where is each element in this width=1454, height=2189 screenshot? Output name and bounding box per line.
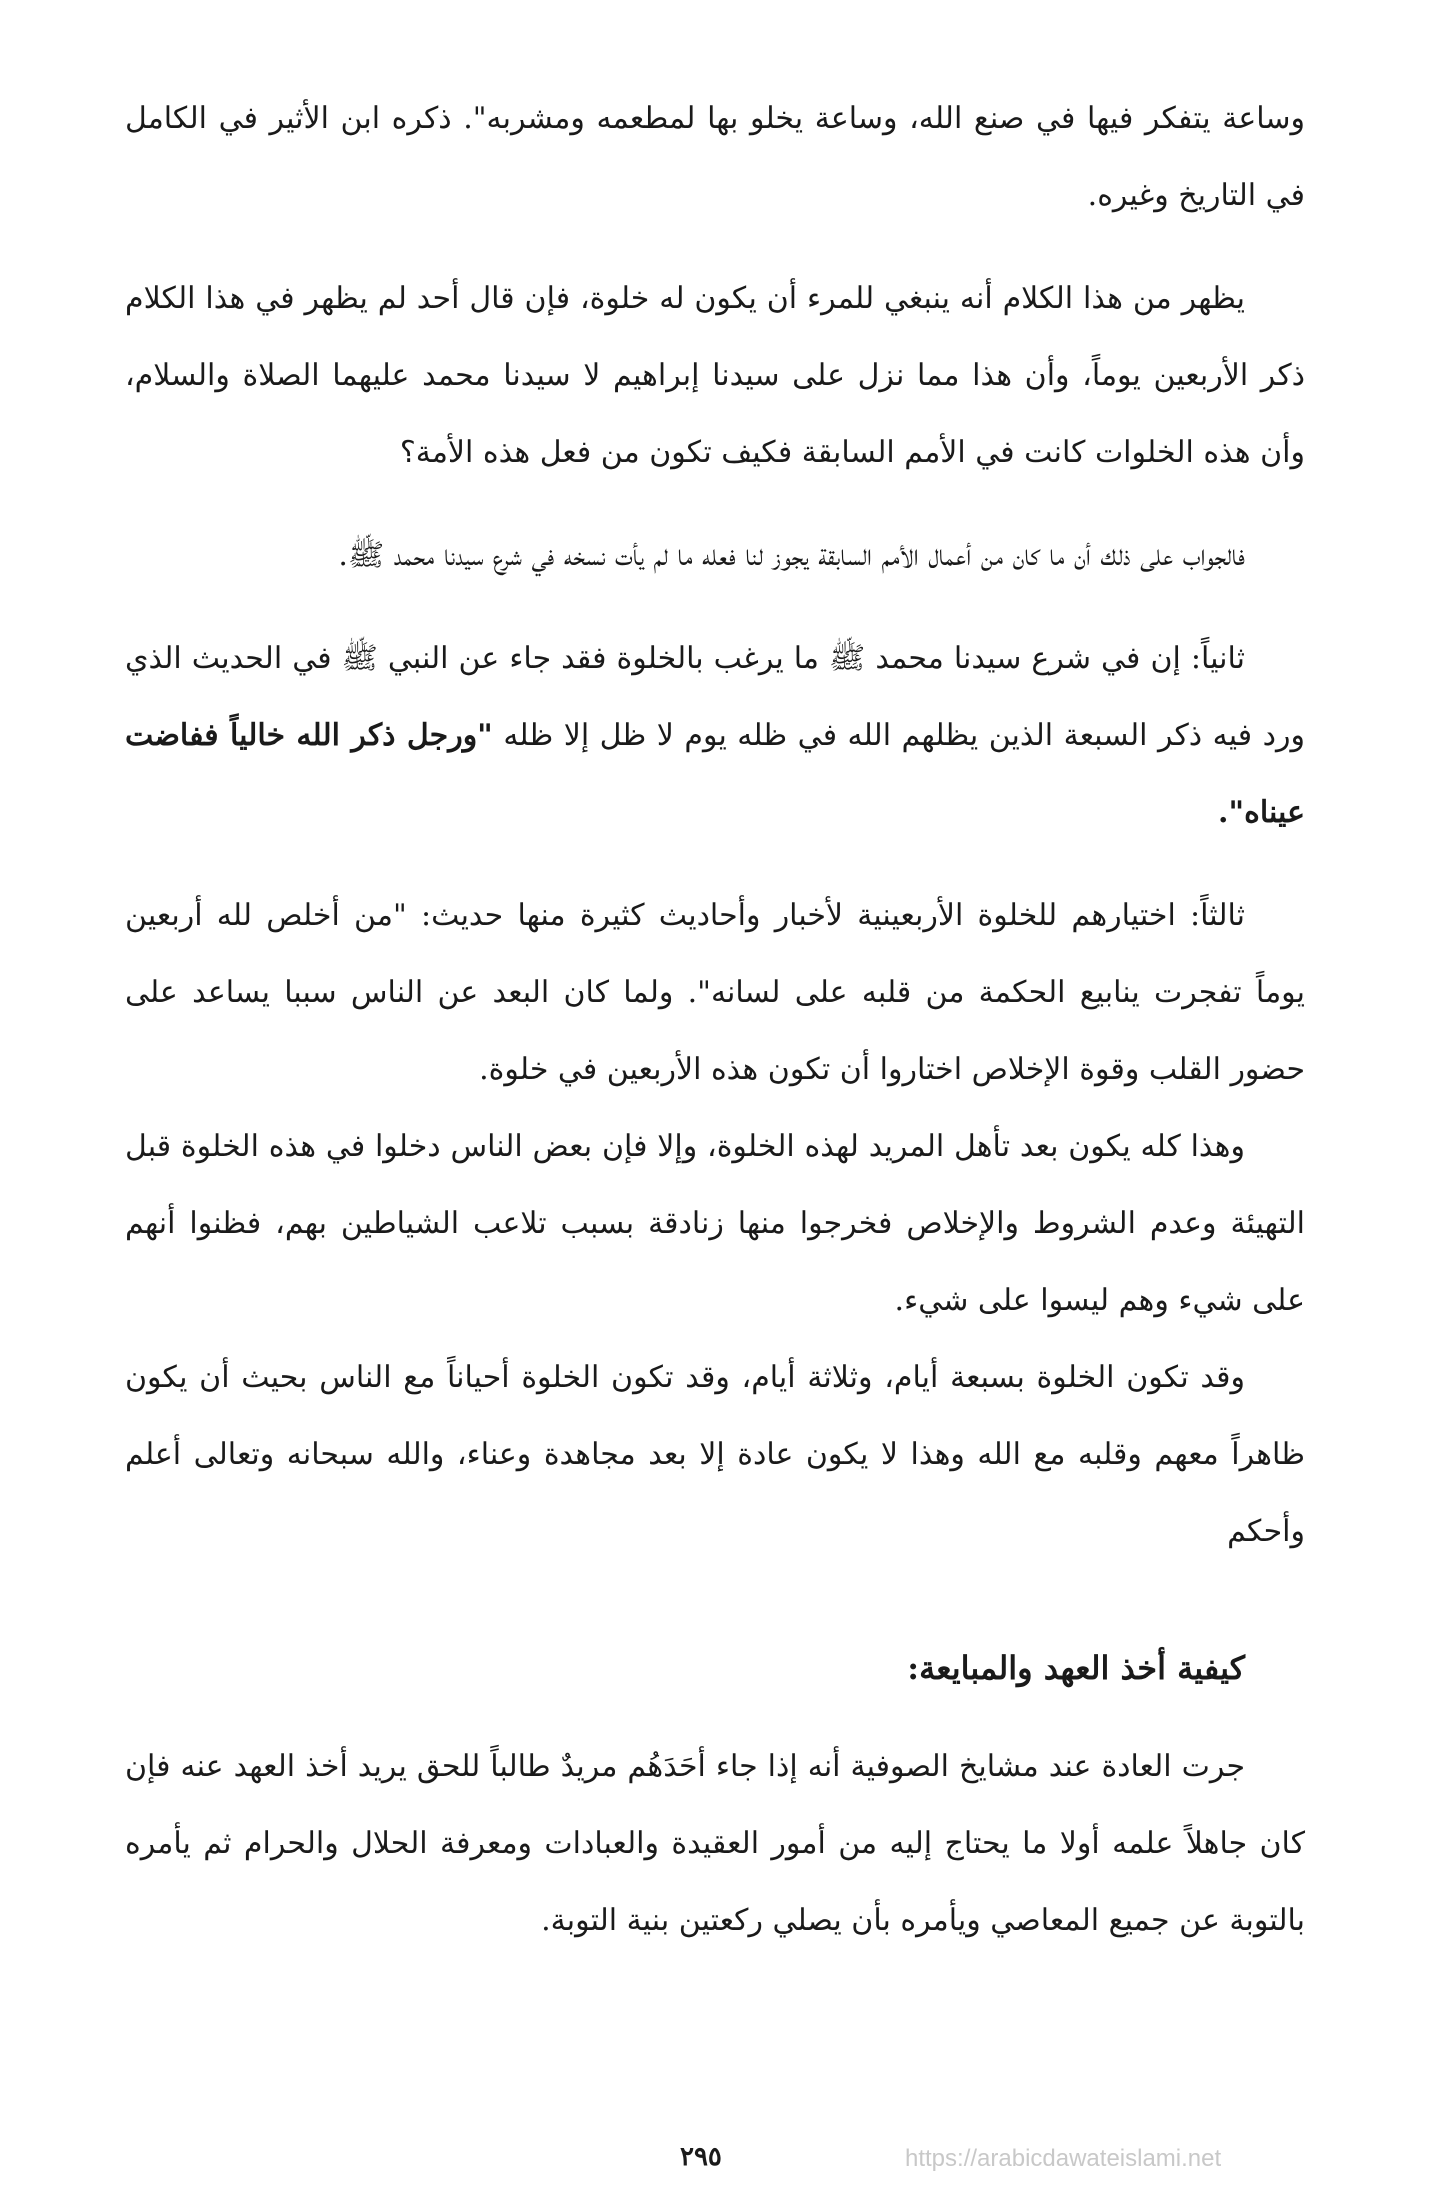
paragraph-3: فالجواب على ذلك أن ما كان من أعمال الأمم السابقة يجوز لنا فعله ما لم يأت نسخه في شرع سيدنا محمد ﷺ. [338,538,1245,573]
paragraph-6: وهذا كله يكون بعد تأهل المريد لهذه الخلوة، وإلا فإن بعض الناس دخلوا في هذه الخلوة قبل التهيئة وعدم الشروط والإخلاص فخرجوا منها زنادقة بسبب تلاعب الشياطين بهم، فظنوا أنهم على شيء وهم ليسوا على شيء. [125,1129,1305,1318]
paragraph-2: يظهر من هذا الكلام أنه ينبغي للمرء أن يكون له خلوة، فإن قال أحد لم يظهر في هذا الكلام ذكر الأربعين يوماً، وأن هذا مما نزل على سيدنا إبراهيم لا سيدنا محمد عليهما الصلاة والسلام، وأن هذه الخلوات كانت في الأمم السابقة فكيف تكون من فعل هذه الأمة؟ [125,281,1305,470]
paragraph-7: وقد تكون الخلوة بسبعة أيام، وثلاثة أيام، وقد تكون الخلوة أحياناً مع الناس بحيث أن يكون ظاهراً معهم وقلبه مع الله وهذا لا يكون عادة إلا بعد مجاهدة وعناء، والله سبحانه وتعالى أعلم وأحكم [125,1360,1305,1549]
paragraph-1: وساعة يتفكر فيها في صنع الله، وساعة يخلو بها لمطعمه ومشربه". ذكره ابن الأثير في الكامل في التاريخ وغيره. [125,101,1305,213]
paragraph-5: ثالثاً: اختيارهم للخلوة الأربعينية لأخبار وأحاديث كثيرة منها حديث: "من أخلص لله أربعين يوماً تفجرت ينابيع الحكمة من قلبه على لسانه". ولما كان البعد عن الناس سببا يساعد على حضور القلب وقوة الإخلاص اختاروا أن تكون هذه الأربعين في خلوة. [125,898,1305,1087]
watermark: https://arabicdawateislami.net [905,2145,1222,2172]
paragraph-4 [125,620,1305,851]
paragraph-4-text: ثانياً: إن في شرع سيدنا محمد ﷺ ما يرغب بالخلوة فقد جاء عن النبي ﷺ في الحديث الذي ورد فيه ذكر السبعة الذين يظلهم الله في ظله يوم لا ظل إلا ظله [125,641,1305,753]
paragraph-8: جرت العادة عند مشايخ الصوفية أنه إذا جاء أحَدَهُم مريدٌ طالباً للحق يريد أخذ العهد عنه فإن كان جاهلاً علمه أولا ما يحتاج إليه من أمور العقيدة والعبادات ومعرفة الحلال والحرام ثم يأمره بالتوبة عن جميع المعاصي ويأمره بأن يصلي ركعتين بنية التوبة. [125,1749,1305,1938]
page-body [125,80,1305,1985]
hadith-quote: "ورجل ذكر الله خالياً ففاضت عيناه". [125,718,1305,830]
section-heading: كيفية أخذ العهد والمبايعة: [907,1649,1245,1687]
page-number: ٢٩٥ [680,2142,722,2172]
